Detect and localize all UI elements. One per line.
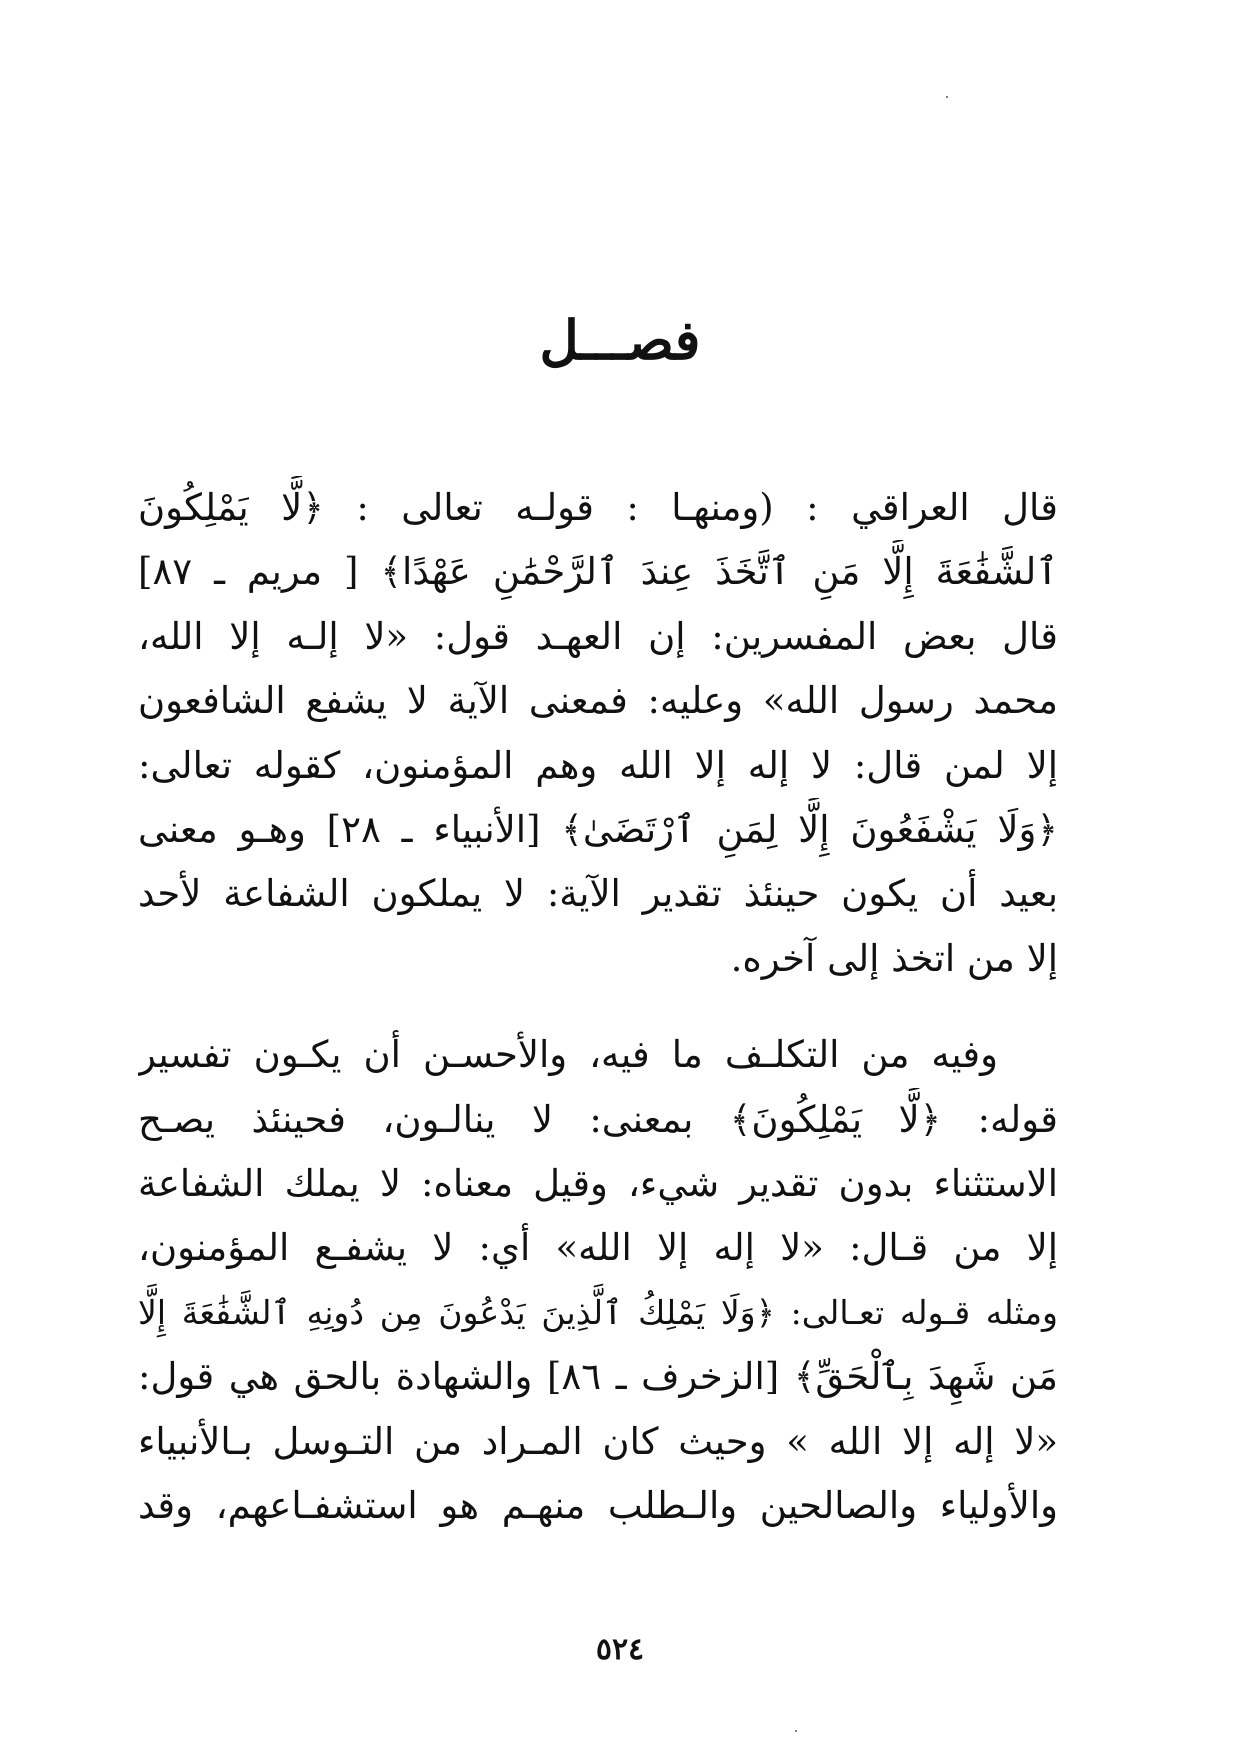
- text-line: محمد رسول الله» وعليه: فمعنى الآية لا يشفع الشافعون: [138, 679, 1058, 723]
- text-line: والأولياء والصالحين والـطلب منهـم هو استشفـاعهم، وقد: [138, 1484, 1058, 1528]
- text-line: بعيد أن يكون حينئذ تقدير الآية: لا يملكون الشفاعة لأحد: [138, 872, 1058, 916]
- text-line: قال العراقي : (ومنهـا : قولـه تعالى : ﴿لَّا يَمْلِكُونَ: [138, 486, 1058, 529]
- scan-speck: [795, 1730, 797, 1732]
- text-line: ٱلشَّفَٰعَةَ إِلَّا مَنِ ٱتَّخَذَ عِندَ ٱلرَّحْمَٰنِ عَهْدًا﴾ [ مريم ـ ٨٧]: [138, 550, 1058, 594]
- text-line: وفيه من التكلـف ما فيه، والأحسـن أن يكـون تفسير: [138, 1033, 998, 1077]
- text-line: ﴿وَلَا يَشْفَعُونَ إِلَّا لِمَنِ ٱرْتَضَىٰ﴾ [الأنبياء ـ ٢٨] وهـو معنى: [138, 808, 1058, 852]
- text-line: ومثله قـوله تعـالى: ﴿وَلَا يَمْلِكُ ٱلَّذِينَ يَدْعُونَ مِن دُونِهِ ٱلشَّفَٰعَةَ إِلَّا: [138, 1292, 1058, 1332]
- text-line: مَن شَهِدَ بِٱلْحَقِّ﴾ [الزخرف ـ ٨٦] والشهادة بالحق هي قول:: [138, 1355, 1058, 1399]
- page-number: ٥٢٤: [595, 1632, 645, 1667]
- text-line: قال بعض المفسرين: إن العهـد قول: «لا إلـه إلا الله،: [138, 614, 1058, 658]
- section-heading: فصـــل: [539, 308, 701, 372]
- text-line: إلا من قـال: «لا إله إلا الله» أي: لا يشفـع المؤمنون،: [138, 1226, 1058, 1270]
- text-line: قوله: ﴿لَّا يَمْلِكُونَ﴾ بمعنى: لا ينالـون، فحينئذ يصـح: [138, 1097, 1058, 1141]
- text-line: إلا لمن قال: لا إله إلا الله وهم المؤمنون، كقوله تعالى:: [138, 743, 1058, 787]
- text-line: الاستثناء بدون تقدير شيء، وقيل معناه: لا يملك الشفاعة: [138, 1162, 1058, 1206]
- text-line: إلا من اتخذ إلى آخره.: [730, 936, 1058, 980]
- body-text: [138, 476, 1058, 1539]
- paragraph-2: [138, 1023, 1058, 1538]
- paragraph-1: [138, 476, 1058, 991]
- text-line: «لا إله إلا الله » وحيث كان المـراد من التـوسل بـالأنبياء: [138, 1419, 1058, 1463]
- scan-speck: [946, 96, 948, 98]
